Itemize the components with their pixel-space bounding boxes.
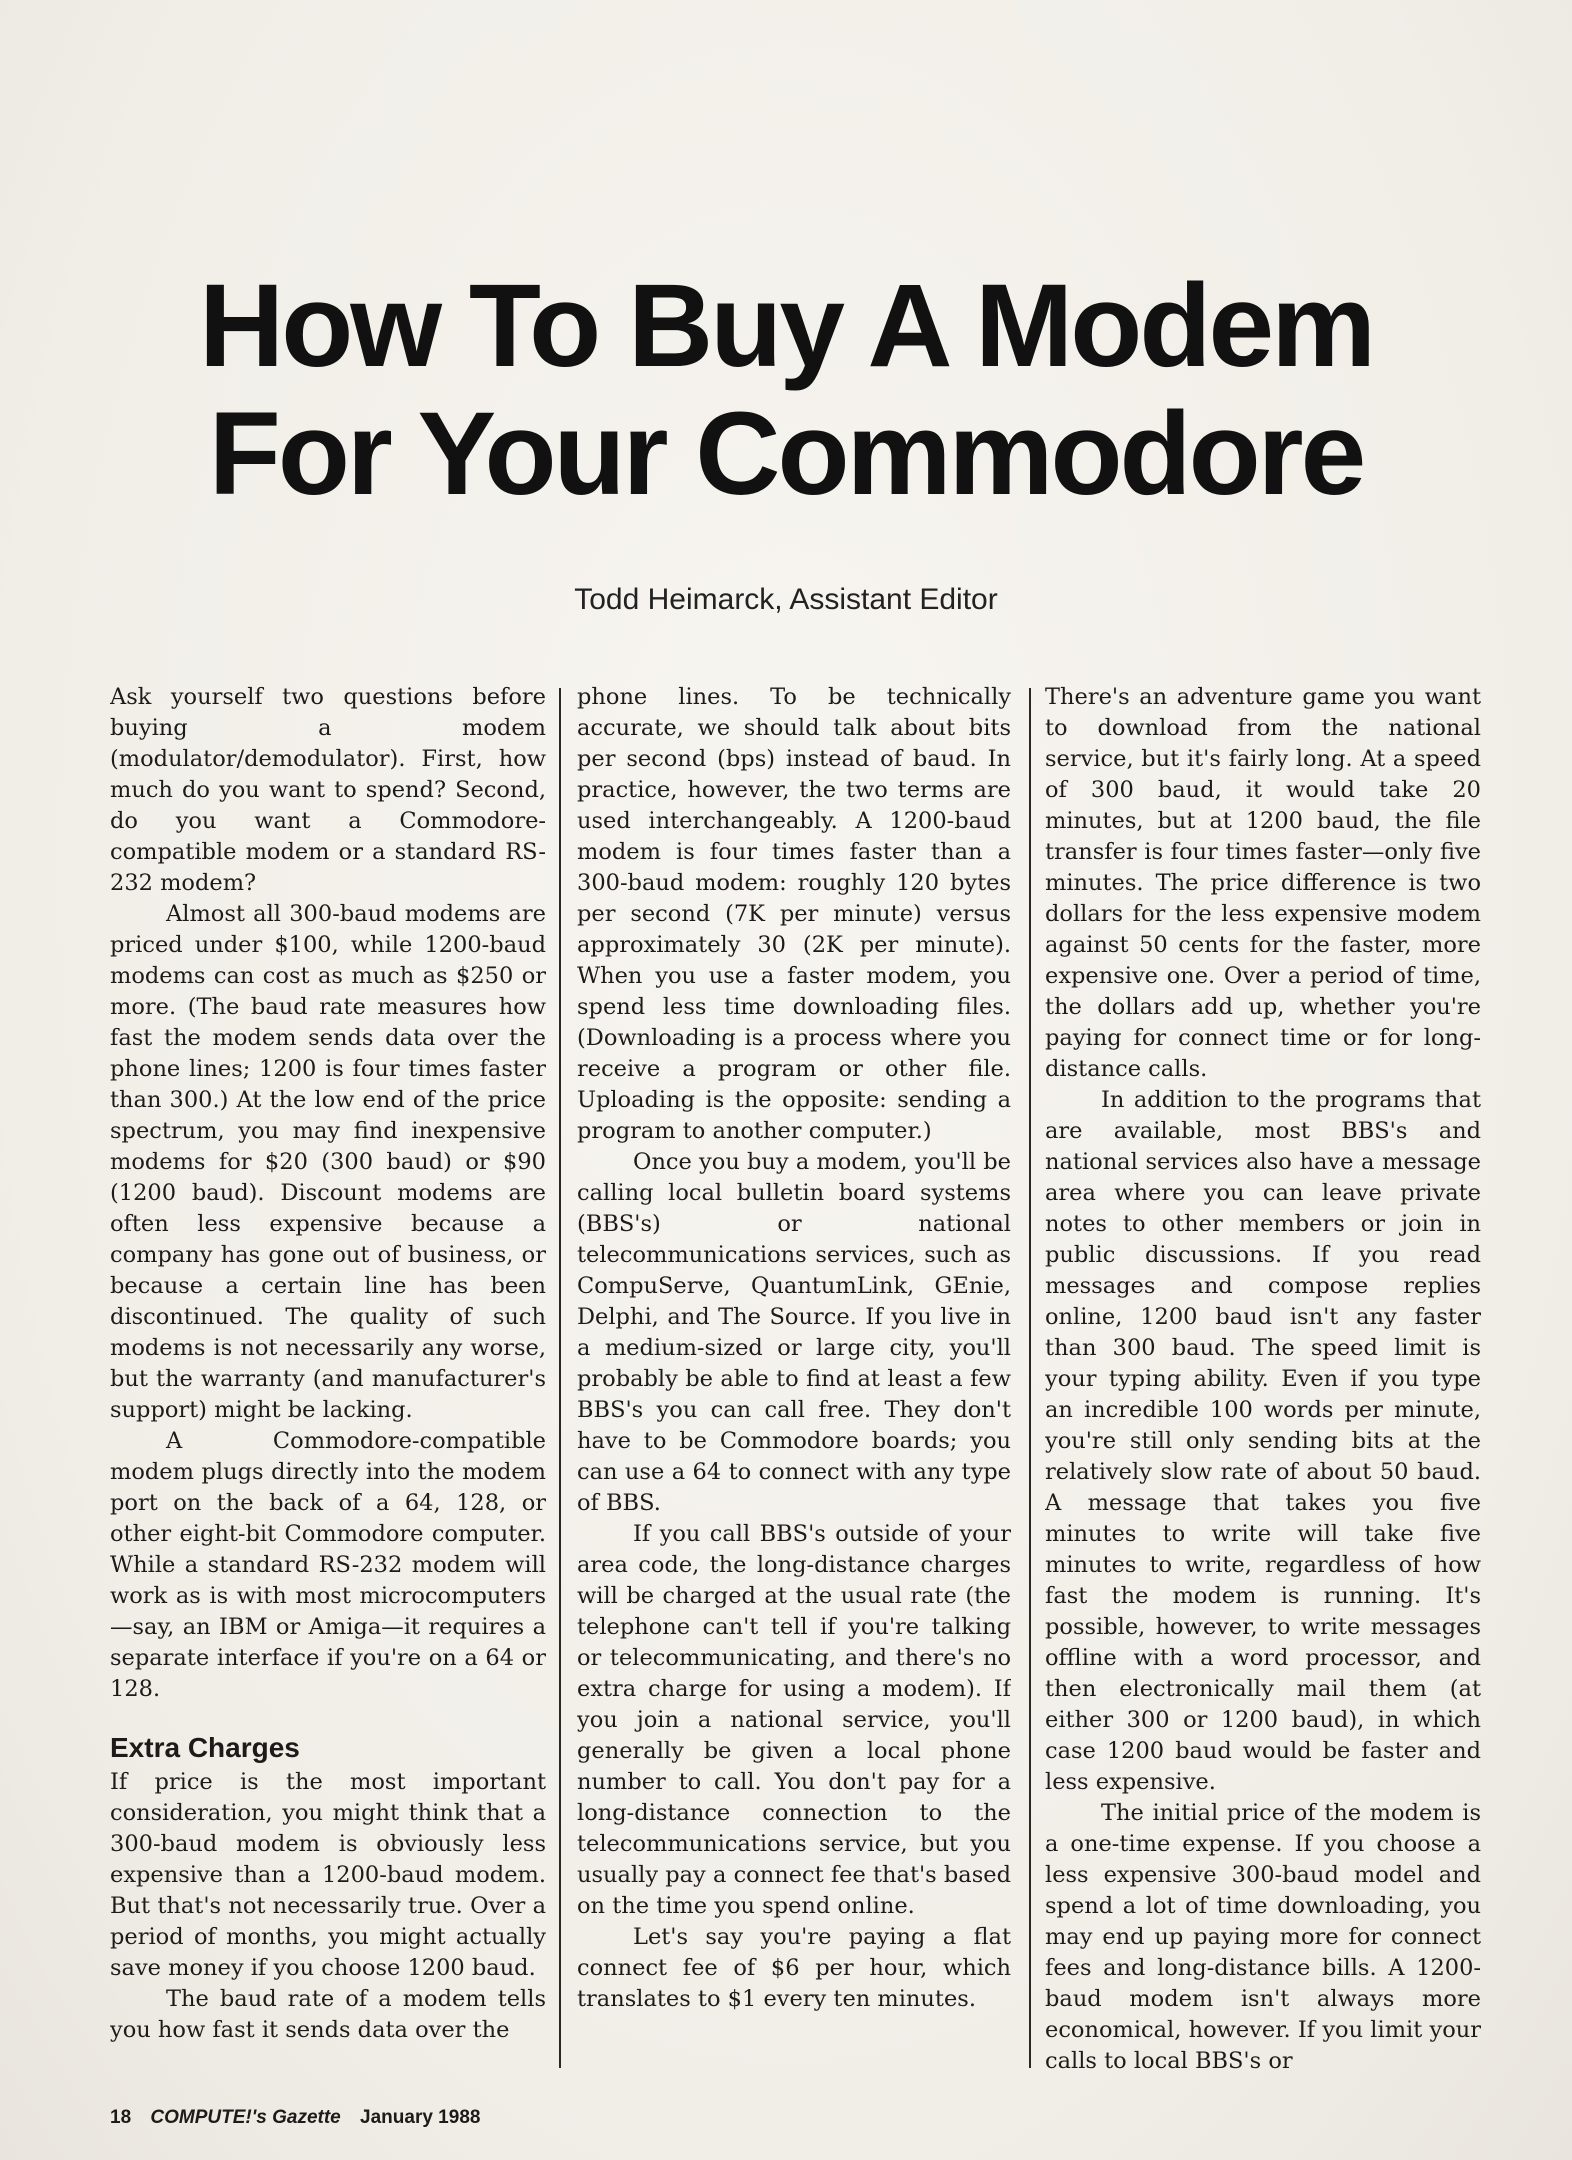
column-divider — [559, 688, 561, 2068]
paragraph: Almost all 300-baud modems are priced under $100, while 1200-baud modems can cost as much as $250 or more. (The baud rate measures how fast the modem sends data over the phone lines; 1200 is four times faster than 300.) At the low end of the price spectrum, you may find inexpensive modems for $20 (300 baud) or $90 (1200 baud). Discount modems are often less expensive because a company has gone out of business, or because a certain line has been discontinued. The quality of such modems is not necessarily any worse, but the warranty (and manufacturer's support) might be lacking. — [110, 901, 546, 1423]
column-divider — [1029, 688, 1031, 2068]
paragraph: phone lines. To be technically accurate, we should talk about bits per second (bps) instead of baud. In practice, however, the two terms are used interchangeably. A 1200-baud modem is four times faster than a 300-baud modem: roughly 120 bytes per second (7K per minute) versus approximately 30 (2K per minute). When you use a faster modem, you spend less time downloading files. (Downloading is a process where you receive a program or other file. Uploading is the opposite: sending a program to another computer.) — [577, 684, 1011, 1144]
paragraph: In addition to the programs that are available, most BBS's and national services also have a message area where you can leave private notes to other members or join in public discussions. If you read messages and compose replies online, 1200 baud isn't any faster than 300 baud. The speed limit is your typing ability. Even if you type an incredible 100 words per minute, you're still only sending bits at the relatively slow rate of about 50 baud. A message that takes you five minutes to write will take five minutes to write, regardless of how fast the modem is running. It's possible, however, to write messages offline with a word processor, and then electronically mail them (at either 300 or 1200 baud), in which case 1200 baud would be faster and less expensive. — [1045, 1087, 1481, 1795]
text-column-2 — [577, 682, 1011, 2072]
title-line-2: For Your Commodore — [208, 388, 1364, 520]
text-column-1 — [110, 682, 546, 2072]
article-title — [60, 262, 1512, 518]
text-column-3 — [1045, 682, 1481, 2072]
paragraph: If price is the most important consideration, you might think that a 300-baud modem is obviously less expensive than a 1200-baud modem. But that's not necessarily true. Over a period of months, you might actually save money if you choose 1200 baud. — [110, 1769, 546, 1981]
byline: Todd Heimarck, Assistant Editor — [574, 583, 998, 616]
paragraph: The initial price of the modem is a one-time expense. If you choose a less expensive 300-baud model and spend a lot of time downloading, you may end up paying more for connect fees and long-distance bills. A 1200-baud modem isn't always more economical, however. If you limit your calls to local BBS's or — [1045, 1800, 1481, 2072]
paragraph: The baud rate of a modem tells you how fast it sends data over the — [110, 1986, 546, 2043]
issue-date: January 1988 — [360, 2107, 481, 2128]
page-footer — [110, 2107, 480, 2129]
paragraph: Let's say you're paying a flat connect fee of $6 per hour, which translates to $1 every ten minutes. — [577, 1924, 1011, 2012]
paragraph: A Commodore-compatible modem plugs directly into the modem port on the back of a 64, 128, or other eight-bit Commodore computer. While a standard RS-232 modem will work as is with most microcomputers—say, an IBM or Amiga—it requires a separate interface if you're on a 64 or 128. — [110, 1428, 546, 1702]
title-line-1: How To Buy A Modem — [199, 260, 1373, 392]
paragraph: Once you buy a modem, you'll be calling local bulletin board systems (BBS's) or national telecommunications services, such as CompuServe, QuantumLink, GEnie, Delphi, and The Source. If you live in a medium-sized or large city, you'll probably be able to find at least a few BBS's you can call free. They don't have to be Commodore boards; you can use a 64 to connect with any type of BBS. — [577, 1149, 1011, 1516]
page-number: 18 — [110, 2107, 132, 2128]
paragraph: If you call BBS's outside of your area code, the long-distance charges will be charged at the usual rate (the telephone can't tell if you're talking or telecommunicating, and there's no extra charge for using a modem). If you join a national service, you'll generally be given a local phone number to call. You don't pay for a long-distance connection to the telecommunications service, but you usually pay a connect fee that's based on the time you spend online. — [577, 1521, 1011, 1919]
section-heading: Extra Charges — [110, 1732, 300, 1763]
publication-name: COMPUTE!'s Gazette — [150, 2107, 341, 2128]
paragraph: Ask yourself two questions before buying a modem (modulator/demodulator). First, how much do you want to spend? Second, do you want a Commodore-compatible modem or a standard RS-232 modem? — [110, 684, 546, 896]
paragraph: There's an adventure game you want to download from the national service, but it's fairly long. At a speed of 300 baud, it would take 20 minutes, but at 1200 baud, the file transfer is four times faster—only five minutes. The price difference is two dollars for the less expensive modem against 50 cents for the faster, more expensive one. Over a period of time, the dollars add up, whether you're paying for connect time or for long-distance calls. — [1045, 684, 1481, 1082]
